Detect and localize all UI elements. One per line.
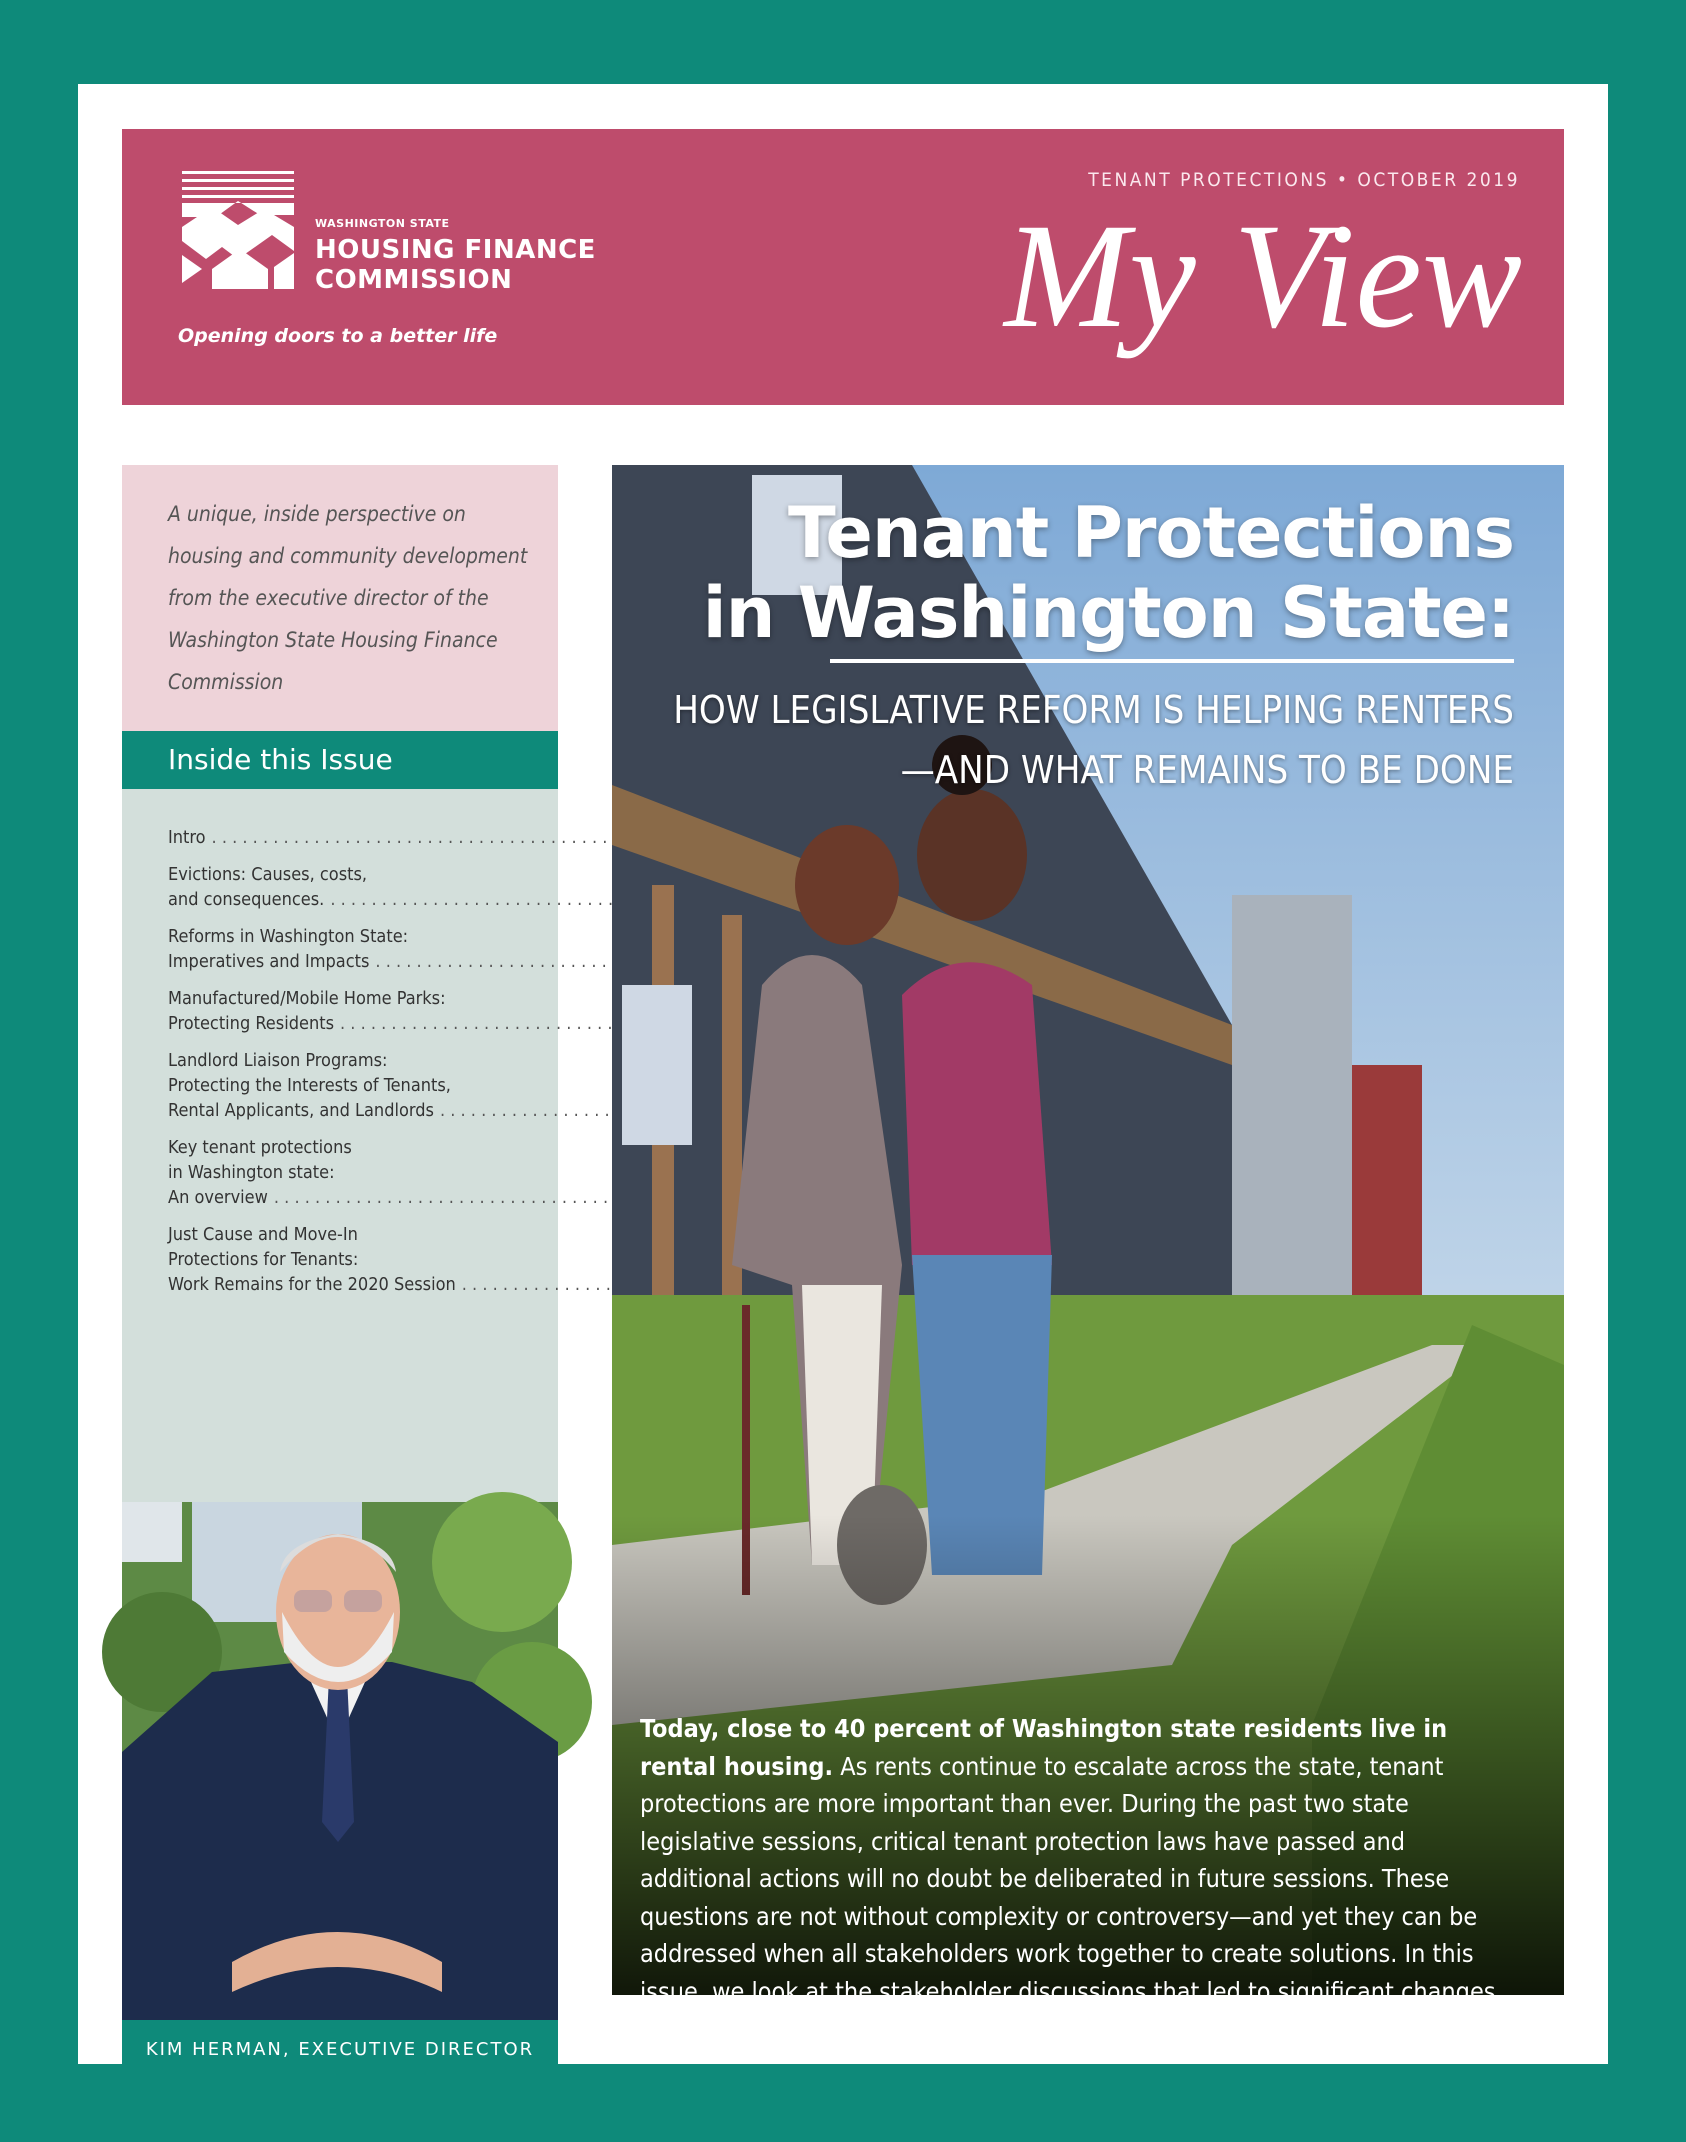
hero-body-text	[640, 1710, 1520, 2048]
hero-title	[703, 493, 1514, 653]
toc-entry-line: Protecting the Interests of Tenants,	[168, 1075, 451, 1096]
toc-entry-line: Reforms in Washington State:	[168, 926, 409, 947]
portrait-caption: KIM HERMAN, EXECUTIVE DIRECTOR	[145, 2039, 535, 2060]
director-portrait	[122, 1502, 558, 2020]
toc-entry[interactable]	[168, 924, 522, 974]
toc-entry-last-line	[168, 949, 522, 974]
table-of-contents	[122, 789, 558, 1502]
toc-entry-title: Rental Applicants, and Landlords	[168, 1100, 434, 1121]
hero-title-line1: Tenant Protections	[787, 492, 1514, 574]
inside-issue-title: Inside this Issue	[168, 743, 393, 776]
toc-entry[interactable]	[168, 1048, 522, 1123]
toc-entry-last-line	[168, 825, 522, 850]
intro-text: A unique, inside perspective on housing and community development from the executive director of the Washington State Housing Finance Commission	[168, 502, 528, 694]
toc-entry-last-line	[168, 1272, 522, 1297]
org-name-line1: HOUSING FINANCE	[315, 235, 596, 265]
toc-entry-last-line	[168, 1098, 522, 1123]
org-state-label: WASHINGTON STATE	[315, 217, 450, 230]
masthead-title: My View	[1004, 193, 1522, 359]
org-tagline: Opening doors to a better life	[178, 325, 498, 347]
toc-entry-last-line	[168, 1011, 522, 1036]
hero-title-line2: in Washington State:	[702, 572, 1514, 654]
newsletter-page	[78, 84, 1608, 2064]
toc-entry-title: Imperatives and Impacts	[168, 951, 370, 972]
portrait-caption-bar	[122, 2020, 558, 2078]
toc-entry[interactable]	[168, 1135, 522, 1210]
hero-subtitle-line1: HOW LEGISLATIVE REFORM IS HELPING RENTERS	[673, 688, 1514, 732]
toc-entry-last-line	[168, 887, 522, 912]
hero-body-rest: As rents continue to escalate across the state, tenant protections are more important than ever. During the past two state legislative sessions, critical tenant protection laws have passed and additional actions will no doubt be deliberated in future sessions. These questions are not without complexity or controversy—and yet they can be addressed when all stakeholders work together to create solutions. In this issue, we look at the stakeholder discussions that led to significant changes to landlord-tenant protections in Washington.	[640, 1751, 1496, 2043]
toc-entry-title: and consequences.	[168, 889, 325, 910]
intro-box	[122, 465, 558, 731]
toc-entry-line: Manufactured/Mobile Home Parks:	[168, 988, 446, 1009]
toc-entry-title: Intro	[168, 827, 206, 848]
inside-issue-bar	[122, 731, 558, 789]
issue-line: TENANT PROTECTIONS • OCTOBER 2019	[1088, 169, 1520, 191]
hero-subtitle	[673, 680, 1514, 800]
house-logo-icon	[182, 171, 294, 289]
toc-entry-line: Key tenant protections	[168, 1137, 352, 1158]
toc-entry[interactable]	[168, 1222, 522, 1297]
toc-entry-line: Just Cause and Move-In	[168, 1224, 358, 1245]
toc-entry[interactable]	[168, 986, 522, 1036]
toc-entry-title: Protecting Residents	[168, 1013, 335, 1034]
toc-entry-line: Evictions: Causes, costs,	[168, 864, 368, 885]
hero-title-rule	[830, 659, 1514, 663]
toc-entry[interactable]	[168, 825, 522, 850]
header-band	[122, 129, 1564, 405]
toc-list	[168, 825, 522, 1309]
org-name-line2: COMMISSION	[315, 265, 513, 295]
toc-entry[interactable]	[168, 862, 522, 912]
hero-subtitle-line2: —AND WHAT REMAINS TO BE DONE	[900, 748, 1514, 792]
toc-entry-line: Landlord Liaison Programs:	[168, 1050, 388, 1071]
toc-entry-title: Work Remains for the 2020 Session	[168, 1274, 456, 1295]
toc-entry-title: An overview	[168, 1187, 268, 1208]
toc-entry-line: Protections for Tenants:	[168, 1249, 359, 1270]
hero-photo-panel	[612, 465, 1564, 2043]
toc-entry-line: in Washington state:	[168, 1162, 335, 1183]
hero-body-lead: Today, close to 40 percent of Washington state residents live in rental housing.	[640, 1714, 1448, 1781]
toc-entry-last-line	[168, 1185, 522, 1210]
